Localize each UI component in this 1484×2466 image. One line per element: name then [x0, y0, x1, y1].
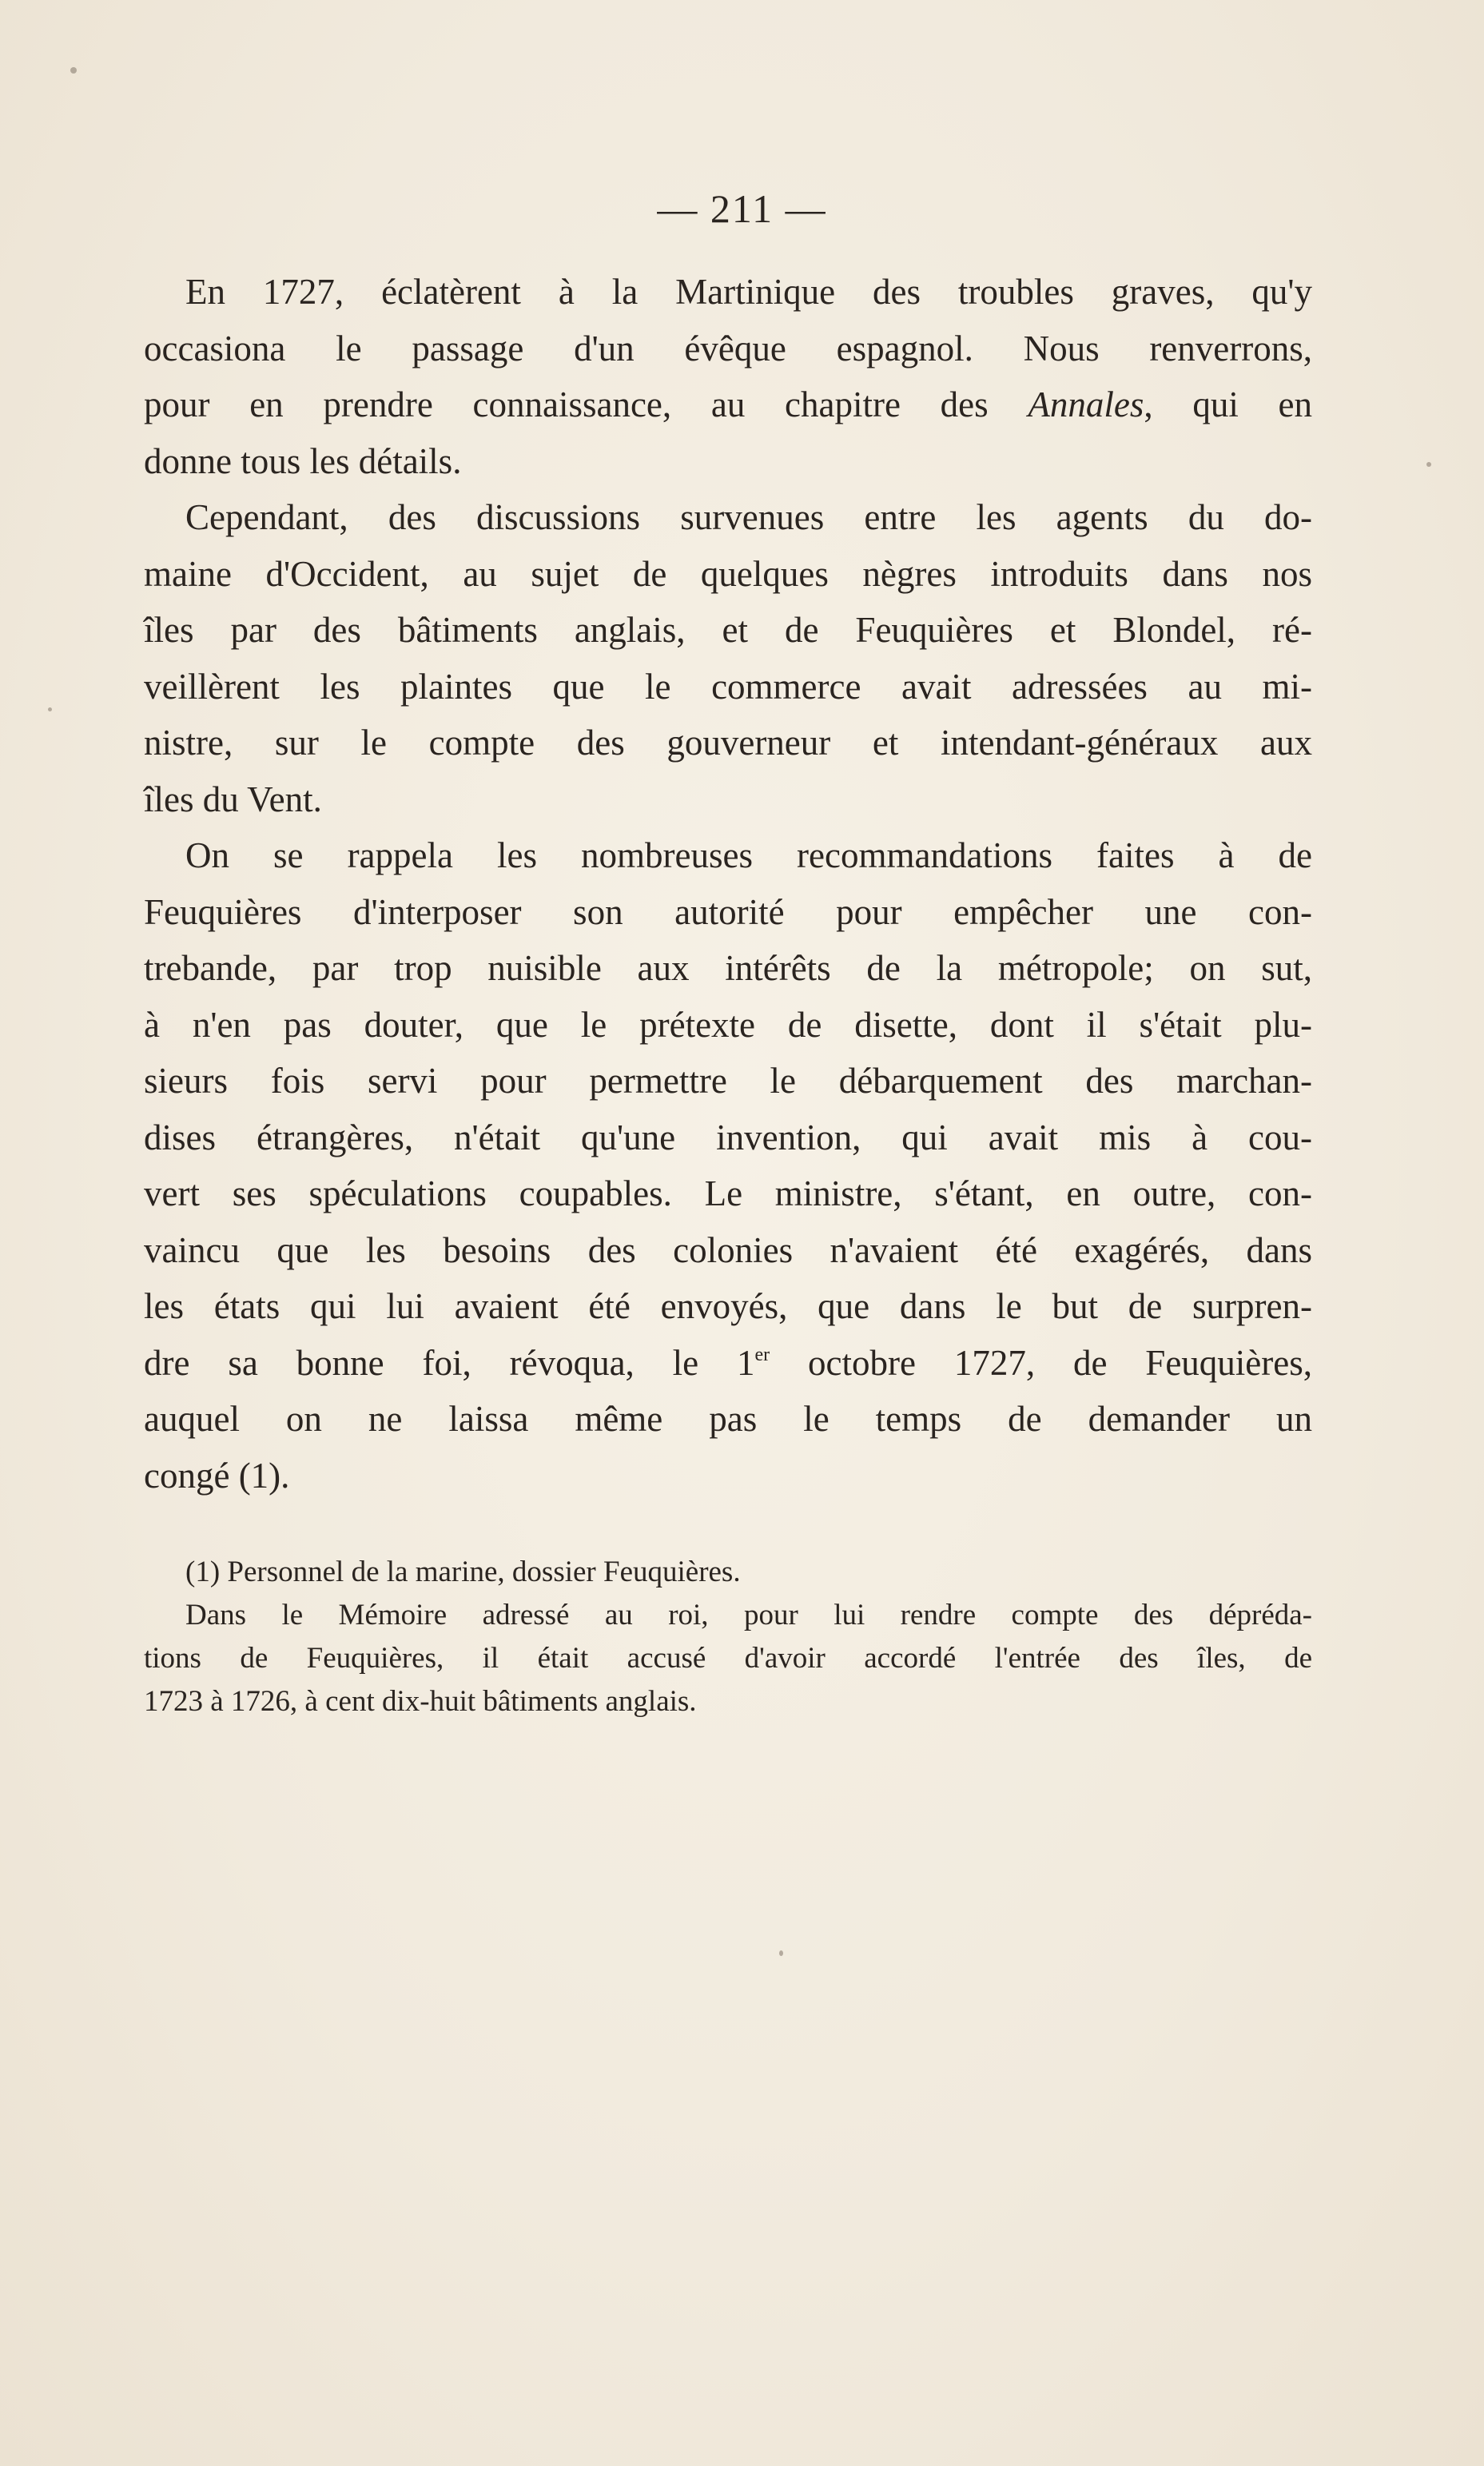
italic-title: Annales [1028, 384, 1144, 424]
paper-speck [1426, 462, 1431, 467]
text-line: vert ses spéculations coupables. Le ministre, s'étant, en outre, con- [144, 1173, 1312, 1213]
text-line: îles par des bâtiments anglais, et de Feuquières et Blondel, ré- [144, 610, 1312, 650]
text-segment: octobre 1727, de Feuquières, [770, 1342, 1312, 1383]
text-line: à n'en pas douter, que le prétexte de disette, dont il s'était plu- [144, 1004, 1312, 1045]
text-line: occasiona le passage d'un évêque espagnol. Nous renverrons, [144, 328, 1312, 369]
footnote-line: Dans le Mémoire adressé au roi, pour lui rendre compte des dépréda- [185, 1599, 1312, 1631]
text-line: vaincu que les besoins des colonies n'avaient été exagérés, dans [144, 1229, 1312, 1270]
paper-speck [70, 67, 77, 74]
text-segment: pour en prendre connaissance, au chapitre des [144, 384, 989, 424]
text-line: On se rappela les nombreuses recommandations faites à de [185, 835, 1312, 875]
text-line: trebande, par trop nuisible aux intérêts de la métropole; on sut, [144, 948, 1312, 988]
text-line: nistre, sur le compte des gouverneur et intendant-généraux aux [144, 723, 1312, 763]
text-line: Cependant, des discussions survenues entre les agents du do- [185, 497, 1312, 537]
text-segment: , qui en [1144, 384, 1313, 424]
text-line: auquel on ne laissa même pas le temps de demander un [144, 1399, 1312, 1439]
paper-speck [779, 1950, 783, 1956]
text-line: dises étrangères, n'était qu'une invention, qui avait mis à cou- [144, 1117, 1312, 1157]
footnote-line: tions de Feuquières, il était accusé d'avoir accordé l'entrée des îles, de [144, 1642, 1312, 1675]
paper-speck [48, 707, 52, 711]
text-line: les états qui lui avaient été envoyés, que dans le but de surpren- [144, 1286, 1312, 1326]
footnote-line: (1) Personnel de la marine, dossier Feuquières. [185, 1556, 741, 1588]
footnotes [144, 1551, 1312, 1723]
text-line: donne tous les détails. [144, 440, 462, 481]
main-text [144, 264, 1312, 1504]
text-line: En 1727, éclatèrent à la Martinique des troubles graves, qu'y [185, 272, 1312, 312]
text-line [144, 376, 1312, 433]
text-segment: dre sa bonne foi, révoqua, le 1 [144, 1342, 755, 1383]
text-line: maine d'Occident, au sujet de quelques nègres introduits dans nos [144, 553, 1312, 594]
text-line: Feuquières d'interposer son autorité pour empêcher une con- [144, 891, 1312, 932]
superscript: er [754, 1344, 770, 1365]
text-line: veillèrent les plaintes que le commerce avait adressées au mi- [144, 666, 1312, 707]
text-line: sieurs fois servi pour permettre le débarquement des marchan- [144, 1061, 1312, 1101]
page-number: — 211 — [657, 186, 827, 231]
footnote-line: 1723 à 1726, à cent dix-huit bâtiments anglais. [144, 1685, 697, 1718]
text-line: îles du Vent. [144, 779, 322, 819]
text-line [144, 1335, 1312, 1392]
text-line: congé (1). [144, 1455, 290, 1496]
